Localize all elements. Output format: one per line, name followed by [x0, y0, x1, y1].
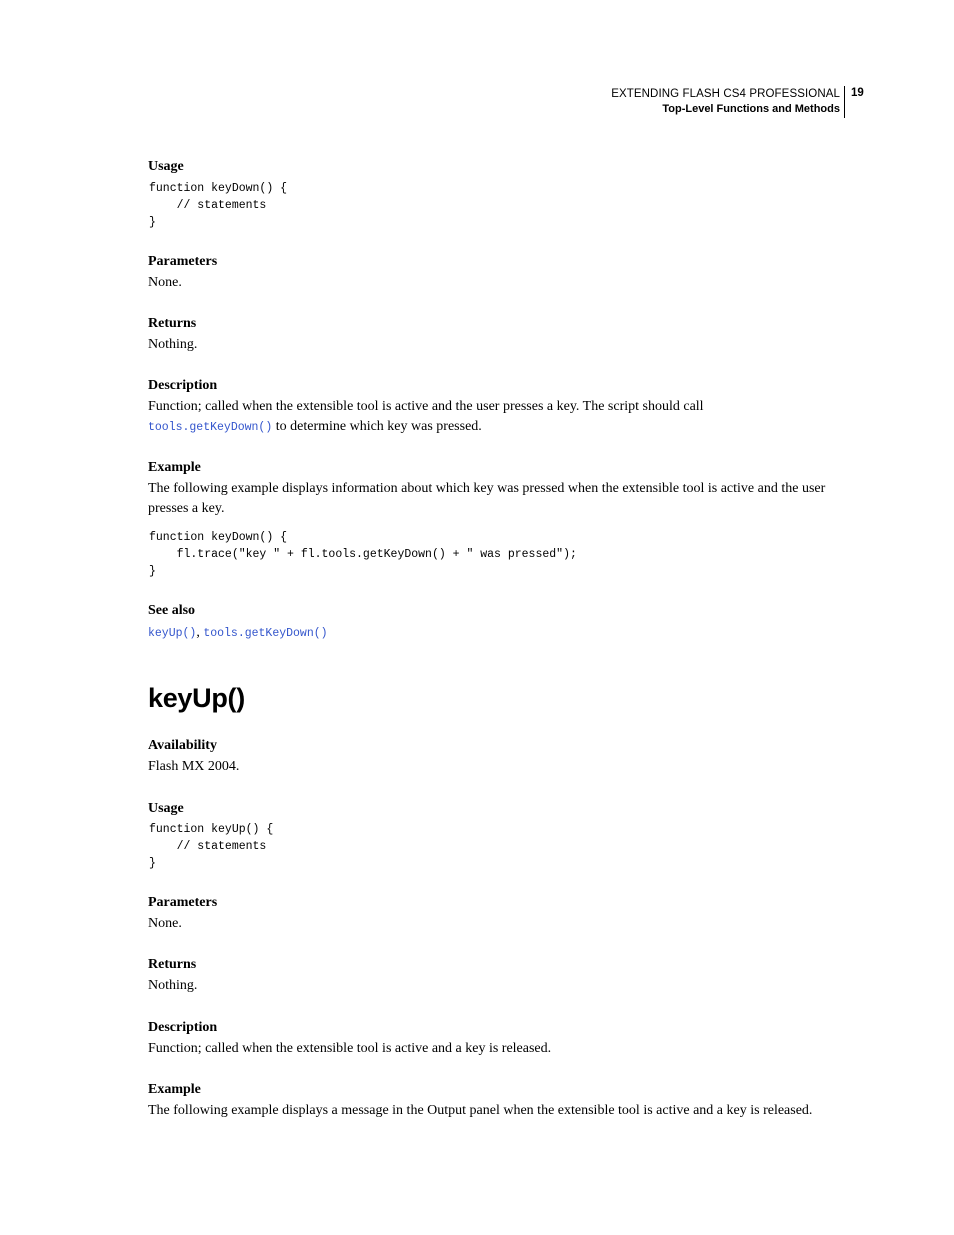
chapter-title: Top-Level Functions and Methods — [662, 103, 840, 115]
keydown-usage-code: function keyDown() { // statements } — [149, 182, 288, 229]
keyup-availability-text: Flash MX 2004. — [148, 759, 240, 774]
keydown-see-also-heading: See also — [148, 603, 196, 618]
keyup-usage-code: function keyUp() { // statements } — [149, 823, 274, 870]
header-text — [611, 86, 840, 116]
keydown-example-heading: Example — [148, 460, 201, 475]
keyup-availability-heading: Availability — [148, 738, 217, 753]
keydown-description-text — [148, 397, 848, 438]
keydown-returns-heading: Returns — [148, 316, 197, 331]
keyup-title: keyUp() — [148, 683, 245, 713]
keydown-example-text: The following example displays information about which key was pressed when the extensible tool is active and the user presses a key. — [148, 481, 826, 516]
keydown-usage-heading: Usage — [148, 159, 184, 174]
keyup-description-text: Function; called when the extensible tool is active and a key is released. — [148, 1041, 552, 1056]
keyup-returns-text: Nothing. — [148, 978, 198, 993]
keyup-example-heading: Example — [148, 1082, 201, 1097]
keyup-parameters-text: None. — [148, 916, 182, 931]
keyup-returns-heading: Returns — [148, 957, 197, 972]
keydown-description-line2: to determine which key was pressed. — [272, 419, 482, 434]
see-also-tools-getkeydown-link[interactable]: tools.getKeyDown() — [203, 627, 328, 640]
page-number: 19 — [851, 87, 864, 99]
keydown-description-heading: Description — [148, 378, 218, 393]
keydown-returns-text: Nothing. — [148, 337, 198, 352]
keyup-description-heading: Description — [148, 1020, 218, 1035]
keydown-see-also-links — [148, 623, 848, 644]
keydown-parameters-heading: Parameters — [148, 254, 218, 269]
page-header — [0, 86, 954, 126]
keydown-description-line1: Function; called when the extensible tool is active and the user presses a key. The script should call — [148, 399, 704, 414]
see-also-separator: , — [196, 625, 204, 640]
keyup-parameters-heading: Parameters — [148, 895, 218, 910]
keyup-usage-heading: Usage — [148, 801, 184, 816]
keydown-parameters-text: None. — [148, 275, 182, 290]
tools-getkeydown-link[interactable]: tools.getKeyDown() — [148, 421, 273, 434]
book-title: EXTENDING FLASH CS4 PROFESSIONAL — [611, 88, 840, 100]
header-divider — [844, 86, 845, 118]
keyup-example-text: The following example displays a message in the Output panel when the extensible tool is active and a key is released. — [148, 1103, 813, 1118]
keyup-link[interactable]: keyUp() — [148, 627, 197, 640]
keydown-example-code: function keyDown() { fl.trace("key " + fl.tools.getKeyDown() + " was pressed"); } — [149, 531, 577, 578]
